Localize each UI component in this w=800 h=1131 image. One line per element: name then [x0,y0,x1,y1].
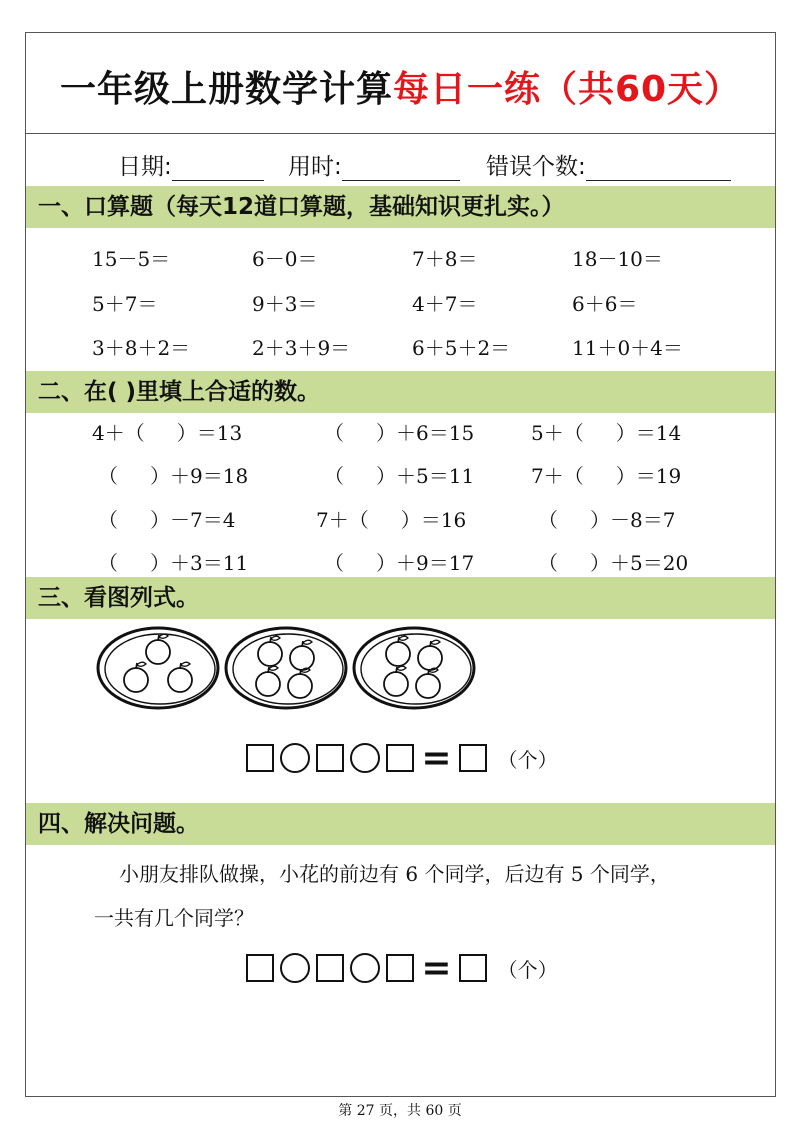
equals-sign: = [421,947,452,989]
title-red: 每日一练（共60天） [392,69,742,110]
apple-plate [354,628,474,708]
fill-question [324,460,474,489]
fill-question [538,547,688,576]
fill-question [98,460,248,489]
result-box[interactable] [459,744,487,772]
fill-question [531,417,681,446]
answer-box[interactable] [246,954,274,982]
fill-prefix: （ [324,551,344,575]
time-label: 用时: [288,154,342,180]
fill-suffix: ）＋5＝11 [376,464,475,488]
fill-prefix: （ [98,464,118,488]
apple-icon [146,634,170,664]
apple-icon [418,640,442,670]
oral-question[interactable]: 6－0＝ [252,247,318,271]
answer-box[interactable] [386,744,414,772]
time-blank[interactable] [342,158,460,181]
problem-line-1: 小朋友排队做操，小花的前边有 6 个同学，后边有 5 个同学， [119,862,670,886]
section-4-heading: 四、解决问题。 [26,803,775,845]
unit-label: （个） [497,747,558,772]
unit-label: （个） [497,957,558,982]
time-field[interactable] [288,148,460,181]
apple-icon [290,640,314,670]
oral-question[interactable]: 18－10＝ [572,247,663,271]
fill-suffix: ）＝19 [615,464,682,488]
answer-box[interactable] [316,744,344,772]
problem-equation [26,947,775,989]
oral-question[interactable]: 11＋0＋4＝ [572,336,683,360]
equals-sign: = [421,737,452,779]
oral-question[interactable]: 2＋3＋9＝ [252,336,351,360]
oral-question[interactable]: 7＋8＝ [412,247,478,271]
oral-question[interactable]: 6＋5＋2＝ [412,336,511,360]
fill-question [531,460,681,489]
fill-prefix: （ [324,464,344,488]
problem-line-2: 一共有几个同学？ [94,906,254,930]
date-blank[interactable] [172,158,264,181]
fill-suffix: ）＋9＝18 [150,464,249,488]
oral-question[interactable]: 9＋3＝ [252,292,318,316]
fill-suffix: ）＝14 [615,421,682,445]
worksheet-frame [25,32,776,1097]
apple-icon [416,668,440,698]
operator-circle[interactable] [350,743,380,773]
errors-label: 错误个数: [486,154,586,180]
apple-icon [288,668,312,698]
oral-question[interactable]: 3＋8＋2＝ [92,336,191,360]
fill-prefix: 7＋（ [316,508,369,532]
fill-prefix: （ [324,421,344,445]
title-row [26,33,775,134]
info-row [26,134,775,186]
apple-plate [226,628,346,708]
page-footer: 第 27 页，共 60 页 [338,1103,462,1119]
apple-icon [124,662,148,692]
fill-prefix: （ [538,551,558,575]
fill-suffix: ）＋9＝17 [376,551,475,575]
fill-question [316,504,466,533]
apple-picture [96,623,496,718]
section-3-heading: 三、看图列式。 [26,577,775,619]
date-label: 日期: [118,154,172,180]
fill-suffix: ）＝13 [176,421,243,445]
picture-equation [26,737,775,779]
apple-icon [168,662,192,692]
fill-question [98,504,235,533]
section-1-heading: 一、口算题（每天12道口算题，基础知识更扎实。） [26,186,775,228]
oral-question[interactable]: 15－5＝ [92,247,171,271]
answer-box[interactable] [316,954,344,982]
result-box[interactable] [459,954,487,982]
fill-suffix: ）＝16 [400,508,467,532]
oral-question[interactable]: 5＋7＝ [92,292,158,316]
operator-circle[interactable] [350,953,380,983]
operator-circle[interactable] [280,953,310,983]
fill-suffix: ）－7＝4 [150,508,236,532]
operator-circle[interactable] [280,743,310,773]
fill-prefix: （ [98,551,118,575]
answer-box[interactable] [246,744,274,772]
fill-suffix: ）＋5＝20 [590,551,689,575]
fill-prefix: 5＋（ [531,421,584,445]
fill-prefix: （ [538,508,558,532]
apple-icon [384,666,408,696]
fill-question [324,547,474,576]
fill-suffix: ）－8＝7 [590,508,676,532]
fill-question [92,417,242,446]
fill-question [98,547,248,576]
apple-plate [98,628,218,708]
fill-question [324,417,474,446]
fill-prefix: 7＋（ [531,464,584,488]
errors-blank[interactable] [586,158,731,181]
page-title [26,33,775,112]
errors-field[interactable] [486,148,731,181]
date-field[interactable] [118,148,264,181]
fill-suffix: ）＋3＝11 [150,551,249,575]
answer-box[interactable] [386,954,414,982]
fill-prefix: 4＋（ [92,421,145,445]
oral-question[interactable]: 6＋6＝ [572,292,638,316]
fill-question [538,504,675,533]
fill-suffix: ）＋6＝15 [376,421,475,445]
title-black: 一年级上册数学计算 [59,69,393,110]
section-2-heading: 二、在( )里填上合适的数。 [26,371,775,413]
oral-question[interactable]: 4＋7＝ [412,292,478,316]
apple-icon [256,666,280,696]
apple-icon [386,636,410,666]
fill-prefix: （ [98,508,118,532]
apple-icon [258,636,282,666]
